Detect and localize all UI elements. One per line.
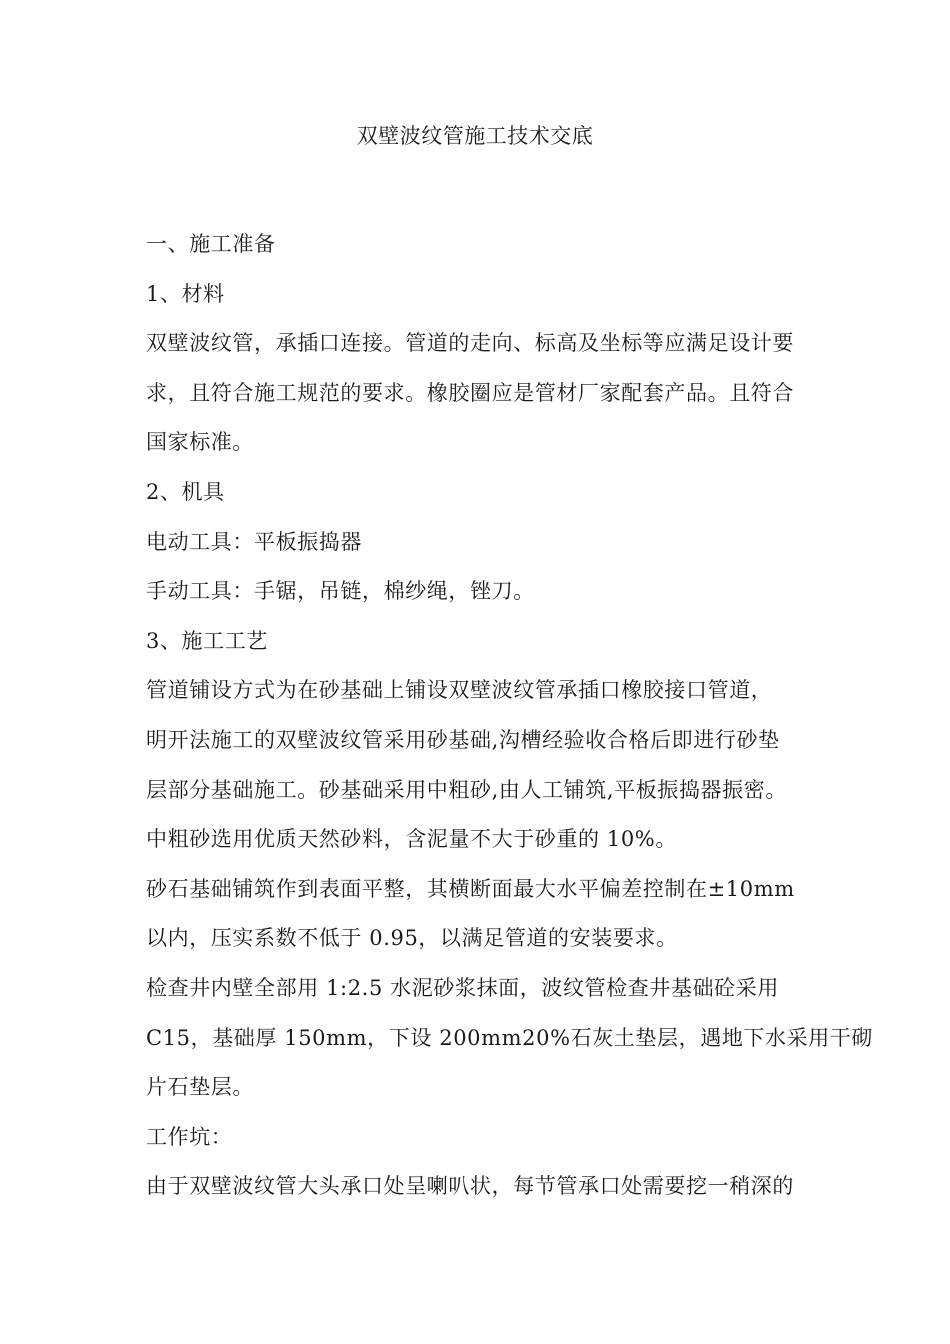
- paragraph-line: 工作坑：: [146, 1124, 233, 1149]
- paragraph-line: 电动工具：平板振捣器: [146, 529, 362, 554]
- subsection-heading: 3、施工工艺: [146, 628, 268, 653]
- paragraph-line: 明开法施工的双壁波纹管采用砂基础,沟槽经验收合格后即进行砂垫: [146, 727, 780, 752]
- document-body: [146, 220, 874, 1212]
- paragraph-line: 以内，压实系数不低于 0.95，以满足管道的安装要求。: [146, 926, 678, 951]
- document-title: 双壁波纹管施工技术交底: [356, 124, 594, 148]
- paragraph-line: 由于双壁波纹管大头承口处呈喇叭状，每节管承口处需要挖一稍深的: [146, 1174, 794, 1199]
- paragraph-line: 管道铺设方式为在砂基础上铺设双壁波纹管承插口橡胶接口管道，: [146, 678, 773, 703]
- paragraph-line: 求，且符合施工规范的要求。橡胶圈应是管材厂家配套产品。且符合: [146, 380, 794, 405]
- paragraph-line: 层部分基础施工。砂基础采用中粗砂,由人工铺筑,平板振捣器振密。: [146, 777, 787, 802]
- paragraph-line: 砂石基础铺筑作到表面平整，其横断面最大水平偏差控制在±10mm: [146, 876, 795, 901]
- paragraph-line: 国家标准。: [146, 430, 254, 455]
- subsection-heading: 2、机具: [146, 479, 225, 504]
- paragraph-line: 双壁波纹管，承插口连接。管道的走向、标高及坐标等应满足设计要: [146, 331, 794, 356]
- paragraph-line: C15，基础厚 150mm，下设 200mm20%石灰土垫层，遇地下水采用干砌: [146, 1025, 874, 1050]
- paragraph-line: 手动工具：手锯，吊链，棉纱绳，锉刀。: [146, 579, 535, 604]
- paragraph-line: 检查井内壁全部用 1:2.5 水泥砂浆抹面，波纹管检查井基础砼采用: [146, 975, 779, 1000]
- section-heading: 一、施工准备: [146, 232, 276, 256]
- paragraph-line: 中粗砂选用优质天然砂料，含泥量不大于砂重的 10%。: [146, 827, 677, 852]
- paragraph-line: 片石垫层。: [146, 1075, 254, 1100]
- subsection-heading: 1、材料: [146, 281, 225, 306]
